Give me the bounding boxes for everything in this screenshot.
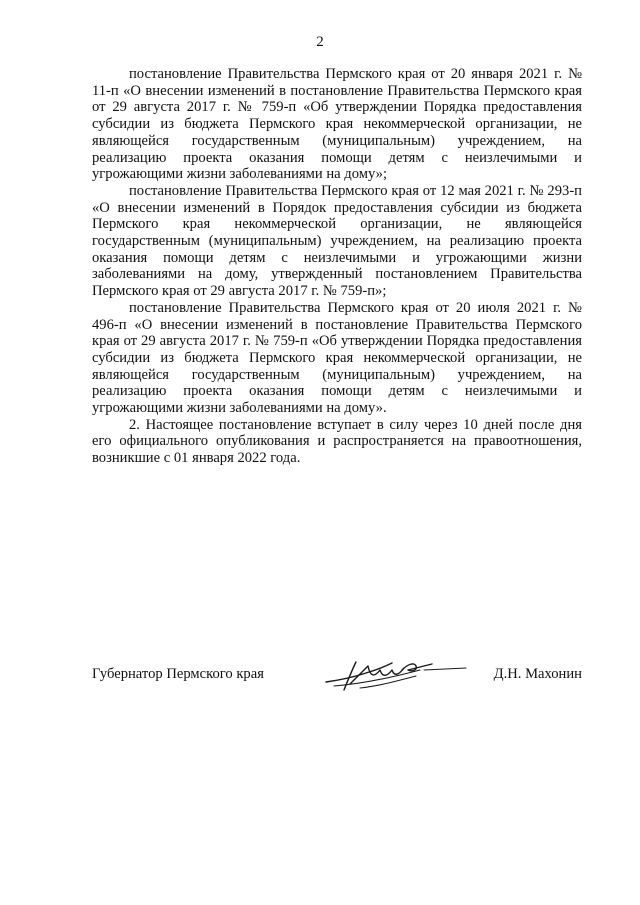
handwritten-signature bbox=[320, 656, 470, 696]
signatory-name: Д.Н. Махонин bbox=[493, 666, 582, 682]
paragraph-resolution-496p: постановление Правительства Пермского края от 20 июля 2021 г. № 496-п «О внесении изменений в постановление Правительства Пермского края от 29 августа 2017 г. № 759-п «Об утверждении Порядка предоставления субсидии из бюджета Пермского края некоммерческой организации, не являющейся государственным (муниципальным) учреждением, на реализацию проекта оказания помощи детям с неизлечимыми и угрожающими жизни заболеваниями на дому». bbox=[92, 299, 582, 417]
page-number: 2 bbox=[316, 34, 324, 50]
signature-block bbox=[92, 662, 582, 702]
paragraph-resolution-293p: постановление Правительства Пермского края от 12 мая 2021 г. № 293-п «О внесении изменений в Порядок предоставления субсидии из бюджета Пермского края некоммерческой организации, не являющейся государственным (муниципальным) учреждением, на реализацию проекта оказания помощи детям с неизлечимыми и угрожающими жизни заболеваниями на дому, утвержденный постановлением Правительства Пермского края от 29 августа 2017 г. № 759-п»; bbox=[92, 182, 582, 300]
paragraph-resolution-11p: постановление Правительства Пермского края от 20 января 2021 г. № 11-п «О внесении изменений в постановление Правительства Пермского края от 29 августа 2017 г. № 759-п «Об утверждении Порядка предоставления субсидии из бюджета Пермского края некоммерческой организации, не являющейся государственным (муниципальным) учреждением, на реализацию проекта оказания помощи детям с неизлечимыми и угрожающими жизни заболеваниями на дому»; bbox=[92, 66, 582, 183]
document-body bbox=[92, 66, 582, 467]
paragraph-entry-into-force: 2. Настоящее постановление вступает в силу через 10 дней после дня его официального опубликования и распространяется на правоотношения, возникшие с 01 января 2022 года. bbox=[92, 416, 582, 467]
signatory-position: Губернатор Пермского края bbox=[92, 666, 264, 682]
